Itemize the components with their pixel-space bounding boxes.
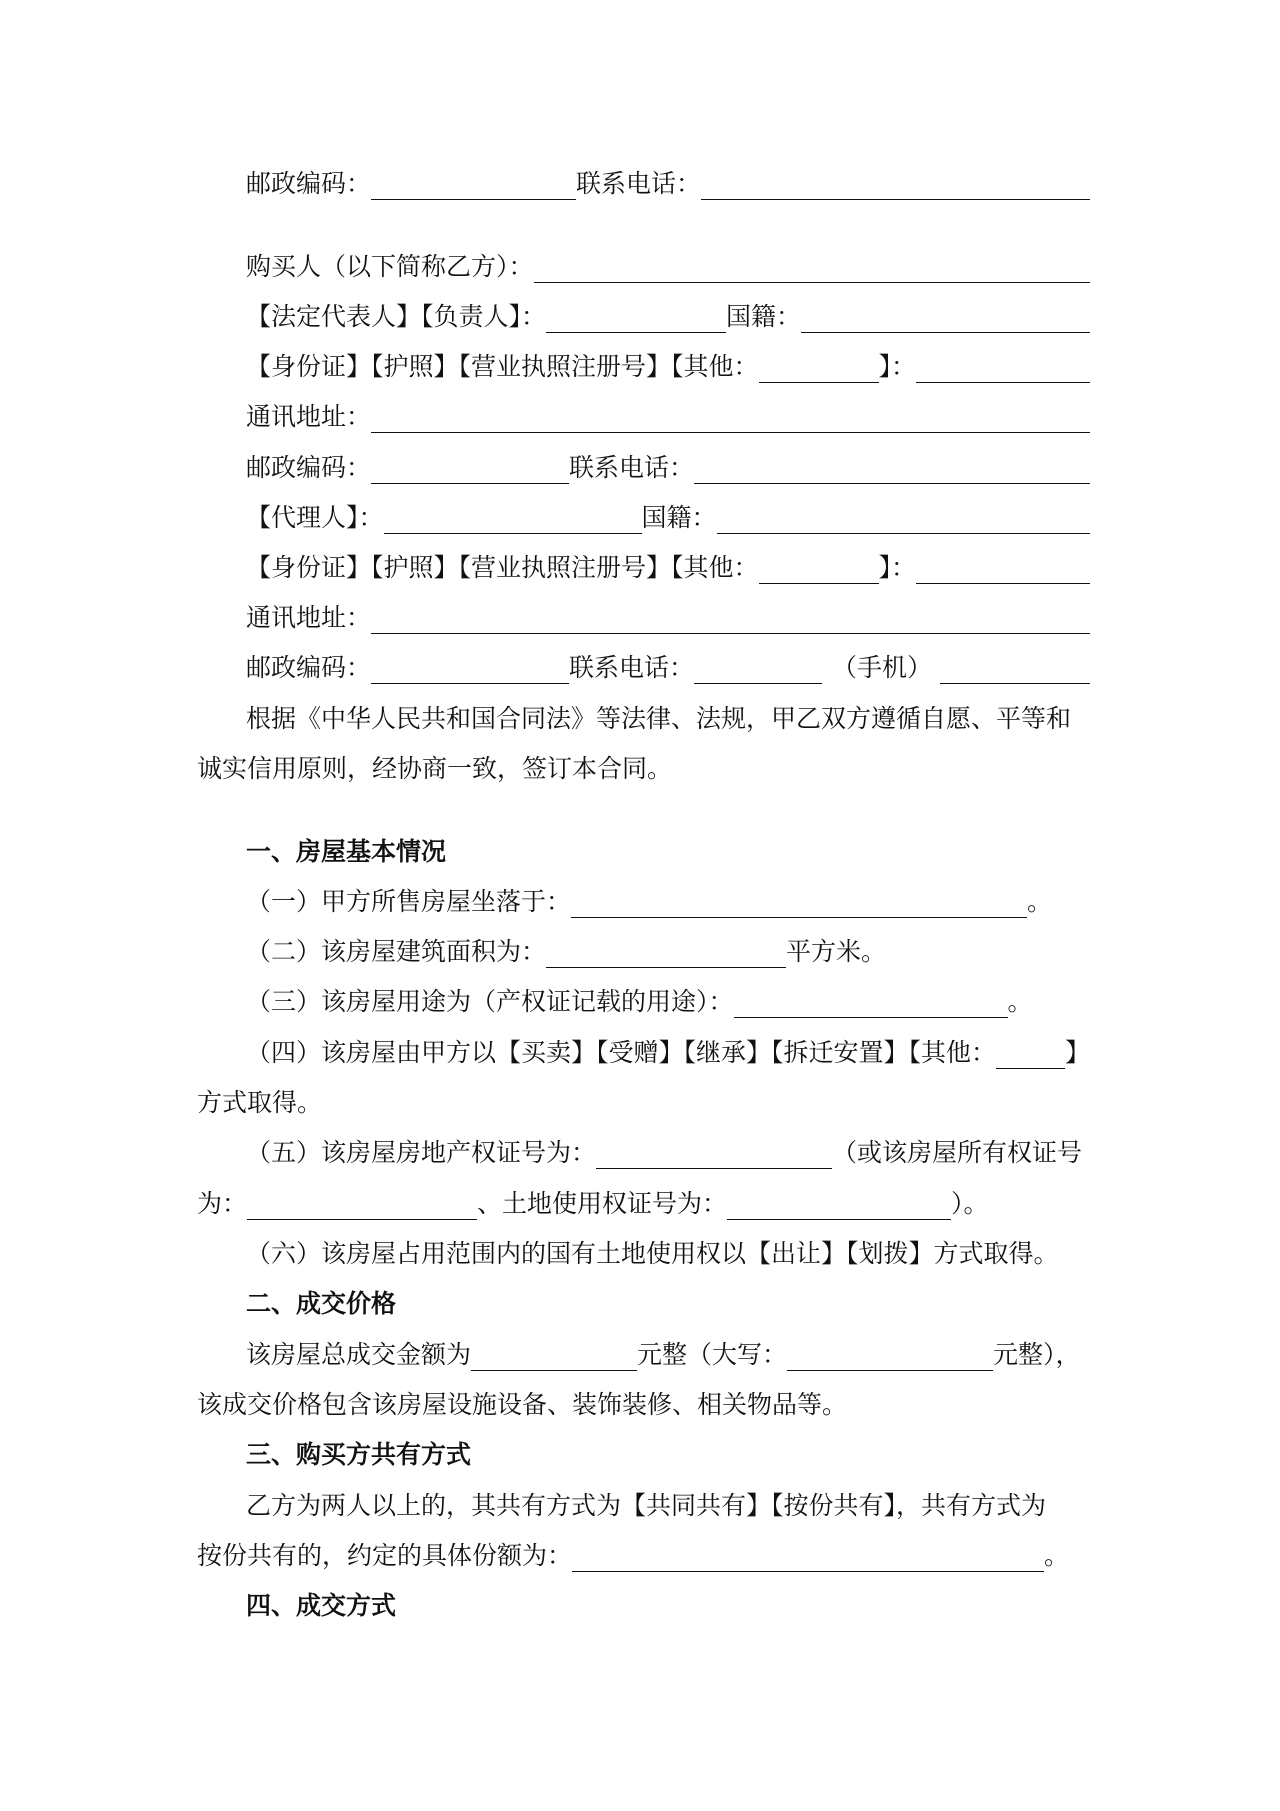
phone-label: 联系电话： xyxy=(569,453,695,482)
agent-id-row xyxy=(246,546,1090,584)
section-1-heading xyxy=(246,830,1090,868)
postcode-blank[interactable] xyxy=(371,655,569,684)
preamble-line-2 xyxy=(197,747,1090,785)
id-suffix: 】： xyxy=(878,553,917,582)
section-1-item-6 xyxy=(246,1232,1090,1270)
legal-rep-label: 【法定代表人】【负责人】： xyxy=(246,302,547,331)
item-text: 元整（大写： xyxy=(637,1340,788,1369)
address-label: 通讯地址： xyxy=(246,603,372,632)
item-label: （一）甲方所售房屋坐落于： xyxy=(246,887,572,916)
land-cert-blank[interactable] xyxy=(727,1191,951,1220)
section-1-item-3 xyxy=(246,980,1090,1018)
buyer-name-blank[interactable] xyxy=(534,254,1090,283)
postcode-label: 邮政编码： xyxy=(246,453,372,482)
address-blank[interactable] xyxy=(371,605,1090,634)
item-end: ）。 xyxy=(951,1189,989,1218)
usage-blank[interactable] xyxy=(734,989,1008,1018)
item-end: 。 xyxy=(1027,887,1053,916)
section-3-heading xyxy=(246,1433,1090,1471)
postcode-label: 邮政编码： xyxy=(246,653,372,682)
item-text: （六）该房屋占用范围内的国有土地使用权以【出让】【划拨】方式取得。 xyxy=(246,1239,1059,1268)
property-cert-blank[interactable] xyxy=(596,1140,832,1169)
item-unit: 平方米。 xyxy=(786,937,887,966)
agent-title: 【代理人】： xyxy=(246,503,384,532)
buyer-title-row xyxy=(246,245,1090,283)
price-blank[interactable] xyxy=(471,1342,637,1371)
phone-label: 联系电话： xyxy=(576,169,702,198)
id-number-blank[interactable] xyxy=(916,354,1090,383)
share-blank[interactable] xyxy=(572,1543,1044,1572)
mobile-blank[interactable] xyxy=(940,655,1090,684)
item-end: 。 xyxy=(1044,1541,1070,1570)
item-text: 该成交价格包含该房屋设施设备、装饰装修、相关物品等。 xyxy=(197,1390,848,1419)
agent-postcode-row xyxy=(246,646,1090,684)
section-4-heading xyxy=(246,1584,1090,1622)
preamble-line-1 xyxy=(246,697,1090,735)
item-end: 。 xyxy=(1007,987,1033,1016)
section-heading: 一、房屋基本情况 xyxy=(246,837,447,866)
legal-rep-blank[interactable] xyxy=(546,304,726,333)
section-3-line-1 xyxy=(246,1484,1090,1522)
location-blank[interactable] xyxy=(571,889,1027,918)
buyer-postcode-row xyxy=(246,446,1090,484)
nationality-label: 国籍： xyxy=(726,302,802,331)
acquire-other-blank[interactable] xyxy=(996,1040,1065,1069)
area-blank[interactable] xyxy=(546,939,786,968)
agent-title-row xyxy=(246,496,1090,534)
item-text: 为： xyxy=(197,1189,248,1218)
agent-name-blank[interactable] xyxy=(384,505,642,534)
nationality-blank[interactable] xyxy=(717,505,1090,534)
phone-blank[interactable] xyxy=(694,655,822,684)
section-heading: 二、成交价格 xyxy=(246,1289,397,1318)
postcode-blank[interactable] xyxy=(371,171,576,200)
item-label: （三）该房屋用途为（产权证记载的用途）： xyxy=(246,987,734,1016)
buyer-id-row xyxy=(246,345,1090,383)
section-2-heading xyxy=(246,1282,1090,1320)
section-1-item-5 xyxy=(246,1131,1090,1169)
section-1-item-1 xyxy=(246,880,1090,918)
item-end: 】 xyxy=(1064,1038,1090,1067)
id-number-blank[interactable] xyxy=(916,555,1090,584)
id-other-blank[interactable] xyxy=(759,555,879,584)
id-other-blank[interactable] xyxy=(759,354,879,383)
buyer-title: 购买人（以下简称乙方）： xyxy=(246,252,534,281)
section-heading: 三、购买方共有方式 xyxy=(246,1440,472,1469)
ownership-cert-blank[interactable] xyxy=(247,1191,477,1220)
phone-label: 联系电话： xyxy=(569,653,695,682)
id-suffix: 】： xyxy=(878,352,917,381)
address-blank[interactable] xyxy=(371,404,1090,433)
section-2-line-1 xyxy=(246,1333,1090,1371)
section-3-line-2 xyxy=(197,1534,1090,1572)
id-label: 【身份证】【护照】【营业执照注册号】【其他： xyxy=(246,352,759,381)
item-text: 元整）， xyxy=(993,1340,1081,1369)
mobile-label: （手机） xyxy=(832,653,933,682)
item-label: （四）该房屋由甲方以【买卖】【受赠】【继承】【拆迁安置】【其他： xyxy=(246,1038,997,1067)
phone-blank[interactable] xyxy=(701,171,1090,200)
buyer-address-row xyxy=(246,395,1090,433)
section-1-item-4-cont xyxy=(197,1081,1090,1119)
item-text: （或该房屋所有权证号 xyxy=(832,1138,1083,1167)
address-label: 通讯地址： xyxy=(246,402,372,431)
nationality-blank[interactable] xyxy=(801,304,1090,333)
item-text: 方式取得。 xyxy=(197,1088,323,1117)
preamble-text: 根据《中华人民共和国合同法》等法律、法规，甲乙双方遵循自愿、平等和 xyxy=(246,704,1072,733)
phone-blank[interactable] xyxy=(694,455,1090,484)
item-text: 按份共有的，约定的具体份额为： xyxy=(197,1541,573,1570)
section-heading: 四、成交方式 xyxy=(246,1591,397,1620)
postcode-label: 邮政编码： xyxy=(246,169,372,198)
item-label: （二）该房屋建筑面积为： xyxy=(246,937,547,966)
section-1-item-5-cont xyxy=(197,1182,1090,1220)
item-text: 该房屋总成交金额为 xyxy=(246,1340,472,1369)
id-label: 【身份证】【护照】【营业执照注册号】【其他： xyxy=(246,553,759,582)
buyer-legal-rep-row xyxy=(246,295,1090,333)
section-1-item-4 xyxy=(246,1031,1090,1069)
section-2-line-2 xyxy=(197,1383,1090,1421)
item-text: 、土地使用权证号为： xyxy=(477,1189,728,1218)
section-1-item-2 xyxy=(246,930,1090,968)
agent-address-row xyxy=(246,596,1090,634)
item-label: （五）该房屋房地产权证号为： xyxy=(246,1138,597,1167)
nationality-label: 国籍： xyxy=(641,503,717,532)
preamble-text: 诚实信用原则，经协商一致，签订本合同。 xyxy=(197,754,673,783)
postcode-blank[interactable] xyxy=(371,455,569,484)
seller-postcode-row xyxy=(246,162,1090,200)
item-text: 乙方为两人以上的，其共有方式为【共同共有】【按份共有】，共有方式为 xyxy=(246,1491,1047,1520)
price-words-blank[interactable] xyxy=(787,1342,993,1371)
